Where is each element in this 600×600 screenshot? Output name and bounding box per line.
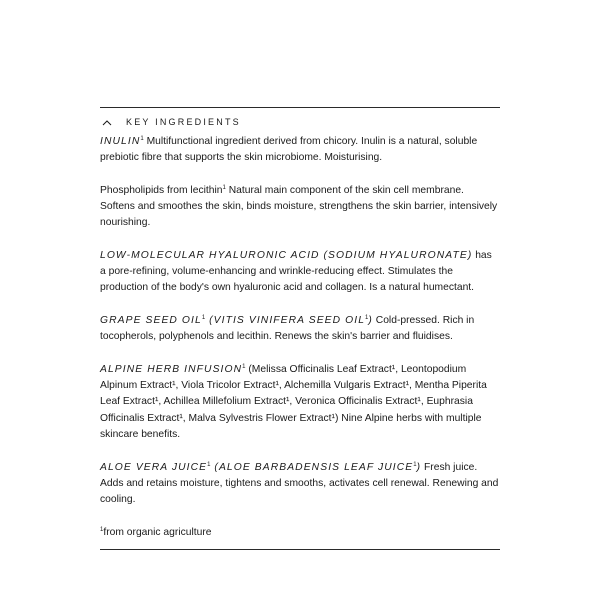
ingredient-inci-name: (VITIS VINIFERA SEED OIL (205, 315, 366, 327)
ingredient-name: ALPINE HERB INFUSION (100, 364, 243, 376)
organic-mark: 1 (413, 461, 417, 468)
ingredient-hyaluronic-acid (100, 248, 500, 297)
key-ingredients-toggle[interactable] (100, 110, 500, 134)
section-title: KEY INGREDIENTS (126, 117, 241, 127)
ingredient-description: Fresh juice. Adds and retains moisture, tightens and smooths, activates cell renewal. Renewing and cooling. (100, 461, 499, 505)
ingredient-name: Phospholipids from lecithin (100, 184, 223, 196)
ingredient-name: INULIN (100, 136, 141, 147)
ingredient-name: LOW-MOLECULAR HYALURONIC ACID (SODIUM HYALURONATE) (100, 250, 473, 262)
organic-mark: 1 (207, 461, 211, 468)
ingredient-description: Cold-pressed. Rich in tocopherols, polyphenols and lecithin. Renews the skin's barrier and fluidises. (100, 315, 475, 343)
organic-mark: 1 (365, 315, 369, 322)
top-divider (100, 107, 500, 108)
ingredient-inci-close: ) (368, 315, 373, 327)
ingredient-alpine-herb-infusion (100, 362, 500, 443)
chevron-up-icon (102, 117, 112, 127)
ingredients-list (100, 134, 500, 541)
organic-mark: 1 (140, 136, 144, 142)
ingredient-inci-close: ) (416, 461, 422, 473)
ingredient-name: GRAPE SEED OIL (100, 315, 202, 327)
footnote-mark: 1 (100, 526, 104, 533)
ingredient-inci-name: (ALOE BARBADENSIS LEAF JUICE (210, 461, 414, 473)
ingredient-description: (Melissa Officinalis Leaf Extract¹, Leontopodium Alpinum Extract¹, Viola Tricolor Extract¹, Alchemilla Vulgaris Extract¹, Mentha Piperita Leaf Extract¹, Achillea Millefolium Extract¹, Veronica Officinalis Extract¹, Euphrasia Officinalis Extract¹, Malva Sylvestris Flower Extract¹) Nine Alpine herbs with multiple skincare benefits. (100, 364, 487, 440)
ingredient-description: Natural main component of the skin cell membrane. Softens and smoothes the skin, binds moisture, strengthens the skin barrier, intensively nourishing. (100, 184, 498, 229)
footnote (100, 525, 500, 541)
bottom-divider (100, 549, 500, 550)
ingredient-description: Multifunctional ingredient derived from chicory. Inulin is a natural, soluble prebiotic fibre that supports the skin microbiome. Moisturising. (100, 136, 478, 164)
ingredient-description: has a pore-refining, volume-enhancing and wrinkle-reducing effect. Stimulates the production of the body's own hyaluronic acid and collagen. Is a natural humectant. (100, 250, 492, 294)
ingredient-name: ALOE VERA JUICE (100, 461, 208, 473)
ingredient-aloe-vera-juice (100, 460, 500, 509)
organic-mark: 1 (242, 364, 246, 371)
organic-mark: 1 (201, 315, 206, 322)
footnote-text: from organic agriculture (103, 526, 212, 538)
ingredient-inulin (100, 134, 500, 166)
organic-mark: 1 (222, 184, 226, 191)
ingredient-grape-seed-oil (100, 313, 500, 345)
key-ingredients-panel (100, 107, 500, 550)
ingredient-phospholipids (100, 183, 500, 232)
